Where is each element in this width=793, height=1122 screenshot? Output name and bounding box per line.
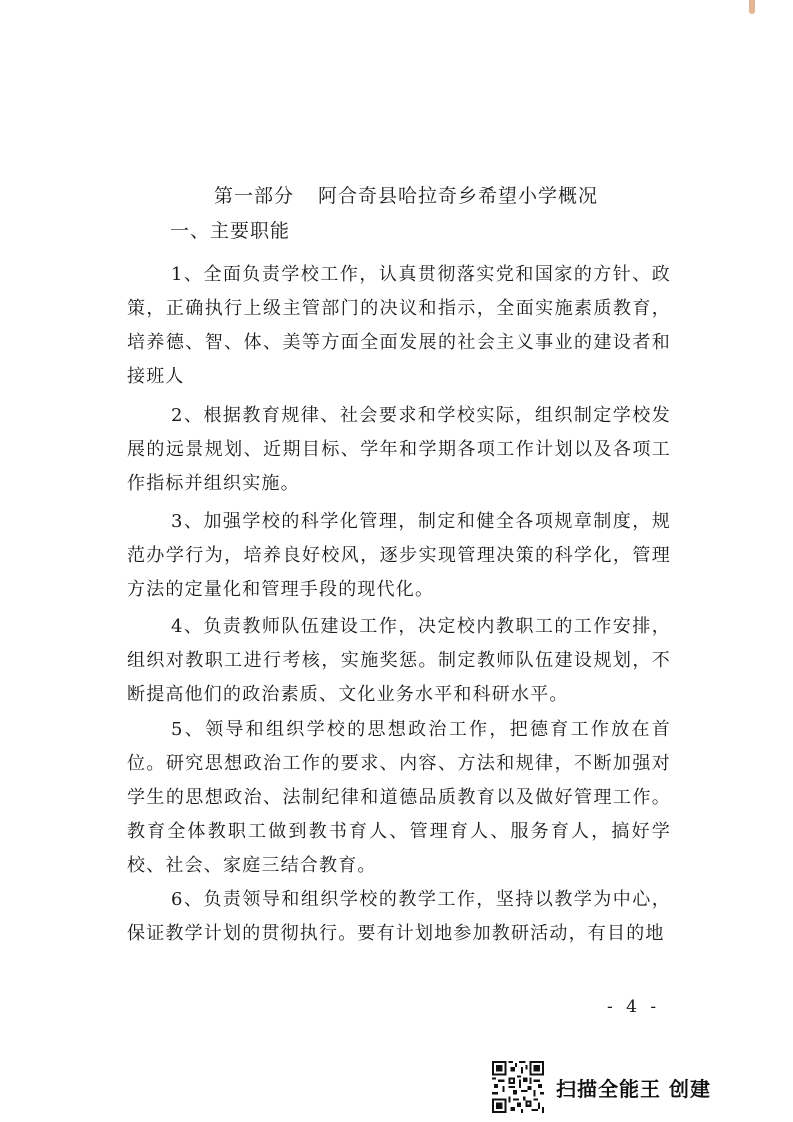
scanner-watermark-text: 扫描全能王 创建 — [556, 1076, 711, 1101]
title-name: 阿合奇县哈拉奇乡希望小学概况 — [318, 185, 599, 207]
paragraph-1: 1、全面负责学校工作，认真贯彻落实党和国家的方针、政策，正确执行上级主管部门的决议和指示，全面实施素质教育，培养德、智、体、美等方面全面发展的社会主义事业的建设者和接班人 — [127, 264, 671, 387]
qr-code-icon — [492, 1061, 544, 1113]
section-heading: 一、主要职能 — [170, 220, 291, 242]
page-number: - 4 - — [607, 997, 661, 1017]
scan-edge-mark — [749, 0, 755, 14]
title-part: 第一部分 — [214, 185, 295, 207]
paragraph-6: 6、负责领导和组织学校的教学工作，坚持以教学为中心，保证教学计划的贯彻执行。要有计划地参加教研活动，有目的地 — [127, 889, 671, 944]
paragraph-5: 5、领导和组织学校的思想政治工作，把德育工作放在首位。研究思想政治工作的要求、内容、方法和规律，不断加强对学生的思想政治、法制纪律和道德品质教育以及做好管理工作。教育全体教职工做到教书育人、管理育人、服务育人，搞好学校、社会、家庭三结合教育。 — [127, 719, 671, 876]
document-title — [214, 181, 598, 208]
paragraph-4: 4、负责教师队伍建设工作，决定校内教职工的工作安排，组织对教职工进行考核，实施奖惩。制定教师队伍建设规划，不断提高他们的政治素质、文化业务水平和科研水平。 — [127, 616, 671, 705]
paragraph-2: 2、根据教育规律、社会要求和学校实际，组织制定学校发展的远景规划、近期目标、学年和学期各项工作计划以及各项工作指标并组织实施。 — [127, 405, 671, 494]
scanner-watermark — [492, 1061, 711, 1113]
paragraph-3: 3、加强学校的科学化管理，制定和健全各项规章制度，规范办学行为，培养良好校风，逐步实现管理决策的科学化，管理方法的定量化和管理手段的现代化。 — [127, 511, 671, 600]
